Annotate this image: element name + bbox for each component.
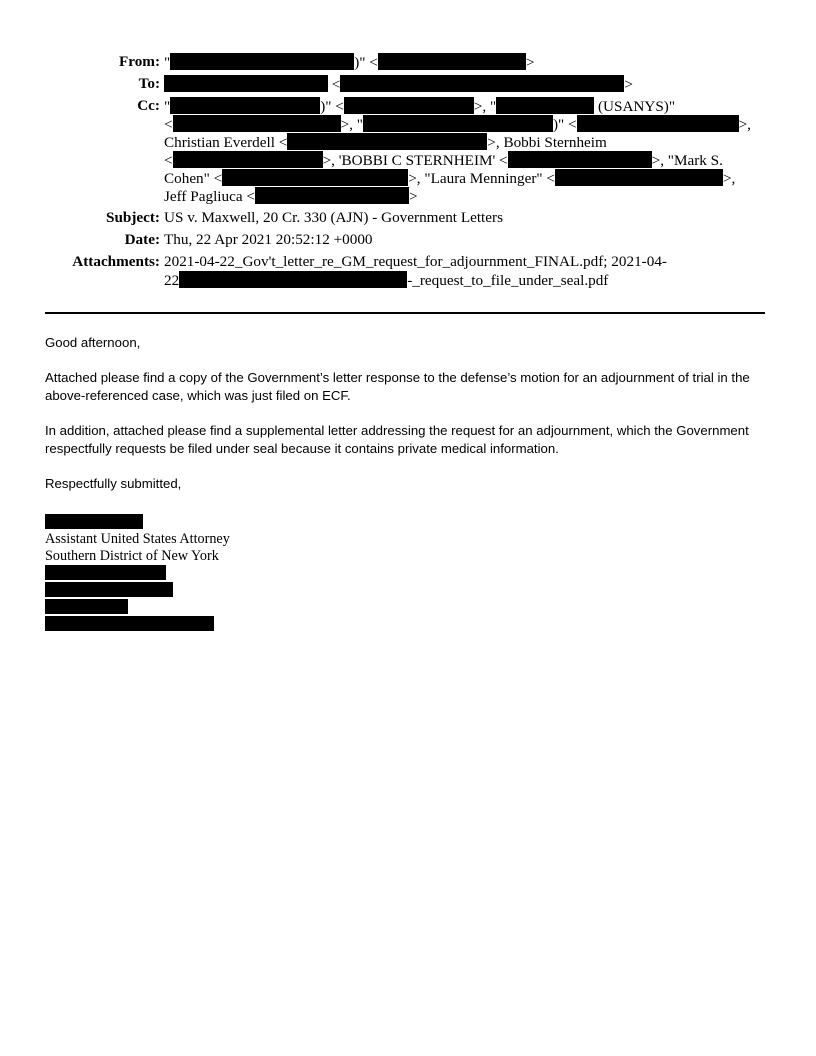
redaction-block [287, 133, 487, 150]
redaction-block [344, 97, 474, 114]
redaction-block [496, 97, 594, 114]
cc-text: >, " [473, 98, 497, 115]
redaction-block [577, 115, 739, 132]
redaction-block [363, 115, 553, 132]
cc-text: " [164, 98, 171, 115]
subject-value: US v. Maxwell, 20 Cr. 330 (AJN) - Government Letters [164, 209, 503, 226]
redaction-block [508, 151, 652, 168]
attachments-value [164, 253, 764, 289]
to-row [0, 75, 816, 93]
signature-title: Assistant United States Attorney [45, 531, 230, 547]
from-quote: " [164, 54, 171, 71]
cc-text: >, "Laura Menninger" < [408, 170, 555, 187]
cc-text: (USANYS)" [594, 98, 676, 115]
attachment-text: 22 [164, 272, 180, 289]
date-value: Thu, 22 Apr 2021 20:52:12 +0000 [164, 231, 373, 248]
cc-label: Cc: [137, 97, 160, 114]
redaction-block [555, 169, 723, 186]
cc-text: Christian Everdell < [164, 134, 288, 151]
redaction-block [170, 97, 320, 114]
redaction-block [255, 187, 409, 204]
redaction-block [173, 115, 341, 132]
redaction-block [179, 271, 407, 288]
closing: Respectfully submitted, [45, 476, 182, 491]
email-header [0, 53, 816, 293]
greeting: Good afternoon, [45, 335, 141, 350]
redaction-block [222, 169, 408, 186]
to-open: < [328, 76, 341, 93]
to-value [164, 75, 764, 93]
subject-row [0, 209, 816, 227]
body-paragraph-1: Attached please find a copy of the Government’s letter response to the defense’s motion for an adjournment of trial in the above-referenced case, which was just filed on ECF. [45, 370, 750, 403]
attachment-text: -_request_to_file_under_seal.pdf [407, 272, 609, 289]
cc-text: Cohen" < [164, 170, 223, 187]
from-value [164, 53, 764, 71]
signature-office: Southern District of New York [45, 548, 219, 564]
cc-text: Jeff Pagliuca < [164, 188, 255, 205]
email-body [45, 334, 775, 510]
redaction-block [164, 75, 328, 92]
redaction-block [45, 565, 166, 580]
from-row [0, 53, 816, 71]
redaction-block [45, 514, 143, 529]
cc-value [164, 97, 764, 205]
to-label: To: [138, 75, 160, 92]
subject-label: Subject: [106, 209, 160, 226]
redaction-block [170, 53, 354, 70]
cc-row [0, 97, 816, 205]
cc-text: >, Bobbi Sternheim [487, 134, 607, 151]
from-label: From: [118, 53, 160, 70]
signature-block [45, 514, 230, 633]
body-paragraph-2: In addition, attached please find a supplemental letter addressing the request for an adjournment, which the Government respectfully requests be filed under seal because it contains private medical information. [45, 423, 749, 456]
redaction-block [45, 616, 214, 631]
cc-text: >, " [340, 116, 363, 133]
header-divider [45, 312, 765, 314]
cc-text: )" < [552, 116, 577, 133]
redaction-block [378, 53, 526, 70]
date-label: Date: [124, 231, 160, 248]
to-end: > [624, 76, 633, 93]
cc-text: >, 'BOBBI C STERNHEIM' < [322, 152, 508, 169]
attachment-line-2 [164, 271, 764, 289]
attachments-row [0, 253, 816, 289]
attachments-label: Attachments: [72, 253, 160, 270]
from-mid: )" < [354, 54, 378, 71]
cc-text: > [408, 188, 418, 205]
redaction-block [173, 151, 323, 168]
cc-text: >, "Mark S. [651, 152, 723, 169]
redaction-block [45, 599, 128, 614]
attachment-line-1: 2021-04-22_Gov't_letter_re_GM_request_for_adjournment_FINAL.pdf; 2021-04- [164, 253, 667, 270]
redaction-block [340, 75, 624, 92]
cc-text: >, [738, 116, 751, 133]
from-end: > [525, 54, 535, 71]
date-row [0, 231, 816, 249]
redaction-block [45, 582, 173, 597]
cc-text: )" < [320, 98, 344, 115]
cc-text: < [164, 152, 173, 169]
cc-text: >, [722, 170, 736, 187]
cc-text: < [164, 116, 173, 133]
